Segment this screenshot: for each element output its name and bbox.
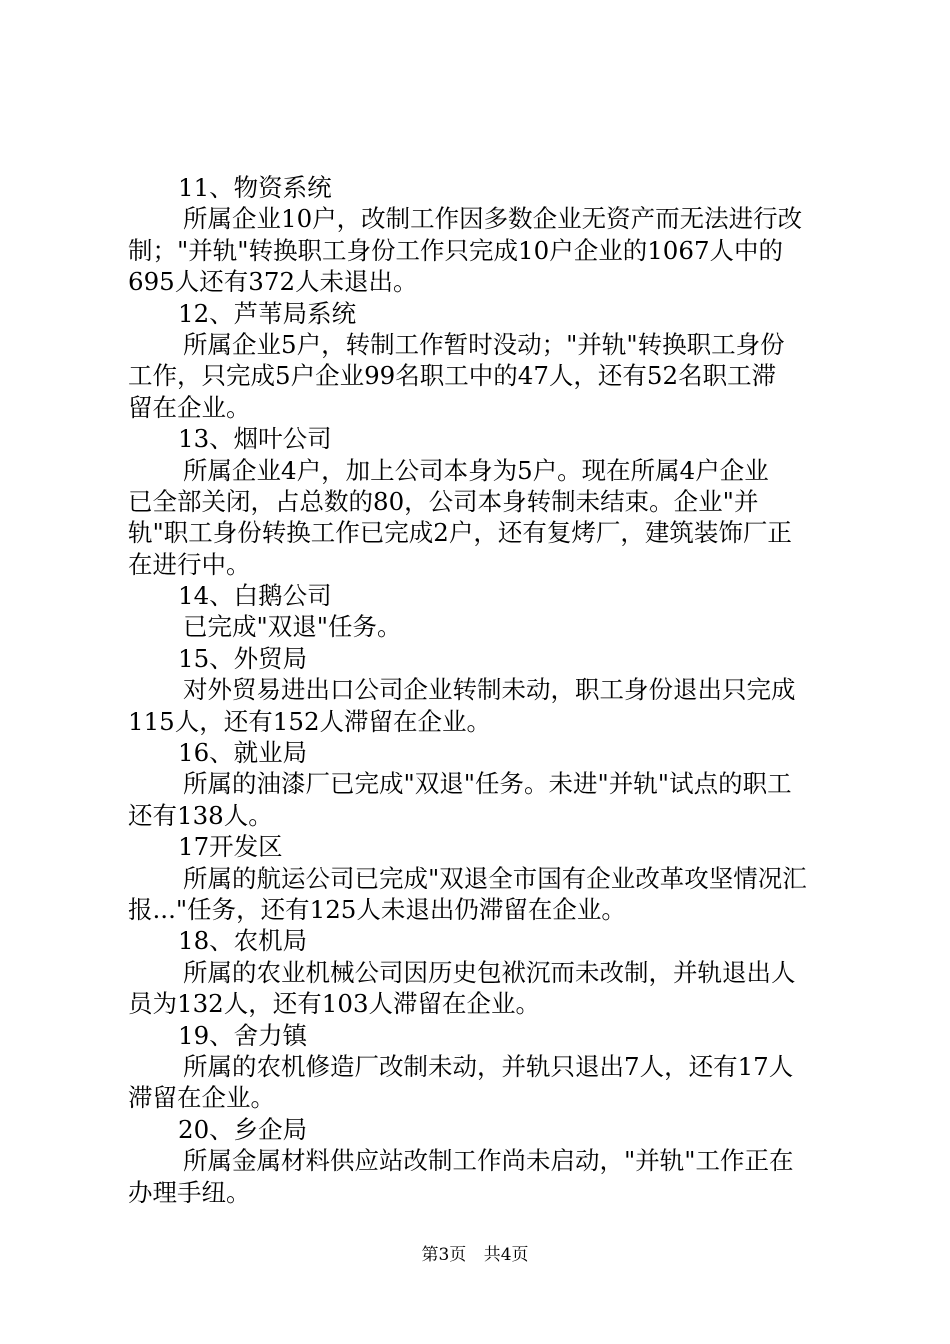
paragraph-line: 已全部关闭，占总数的80，公司本身转制未结束。企业"并 xyxy=(128,486,759,516)
section-heading: 18、农机局 xyxy=(178,926,308,956)
paragraph-line: 办理手纽。 xyxy=(128,1177,251,1207)
section-heading: 13、烟叶公司 xyxy=(178,424,332,454)
paragraph-line: 对外贸易进出口公司企业转制未动，职工身份退出只完成 xyxy=(183,675,796,705)
section-heading: 16、就业局 xyxy=(178,738,308,768)
page-total: 共4页 xyxy=(483,1245,529,1265)
paragraph-line: 工作，只完成5户企业99名职工中的47人，还有52名职工滞 xyxy=(128,361,777,391)
paragraph-line: 员为132人，还有103人滞留在企业。 xyxy=(128,989,541,1019)
paragraph-line: 留在企业。 xyxy=(128,392,251,422)
page-footer xyxy=(0,1244,950,1266)
paragraph-line: 所属企业5户，转制工作暂时没动；"并轨"转换职工身份 xyxy=(183,329,785,359)
section-heading: 15、外贸局 xyxy=(178,643,308,673)
document-body xyxy=(128,172,833,1208)
section-heading: 11、物资系统 xyxy=(178,173,332,202)
paragraph-line: 所属的油漆厂已完成"双退"任务。未进"并轨"试点的职工 xyxy=(183,769,792,799)
paragraph-line: 报..."任务，还有125人未退出仍滞留在企业。 xyxy=(128,894,626,924)
paragraph-line: 轨"职工身份转换工作已完成2户，还有复烤厂，建筑装饰厂正 xyxy=(128,518,792,548)
page-number: 第3页 xyxy=(421,1245,467,1265)
paragraph-line: 所属的农机修造厂改制未动，并轨只退出7人，还有17人 xyxy=(183,1051,794,1081)
paragraph-line: 还有138人。 xyxy=(128,800,273,830)
paragraph-line: 制；"并轨"转换职工身份工作只完成10户企业的1067人中的 xyxy=(128,235,784,265)
section-heading: 17开发区 xyxy=(178,832,283,862)
paragraph-line: 滞留在企业。 xyxy=(128,1083,275,1113)
section-heading: 19、舍力镇 xyxy=(178,1020,308,1050)
section-heading: 20、乡企局 xyxy=(178,1114,308,1144)
paragraph-line: 已完成"双退"任务。 xyxy=(183,612,402,642)
paragraph-line: 所属金属材料供应站改制工作尚未启动，"并轨"工作正在 xyxy=(183,1146,794,1176)
paragraph-line: 695人还有372人未退出。 xyxy=(128,267,418,297)
paragraph-line: 所属的航运公司已完成"双退全市国有企业改革攻坚情况汇 xyxy=(183,863,807,893)
paragraph-line: 115人，还有152人滞留在企业。 xyxy=(128,706,492,736)
section-heading: 12、芦苇局系统 xyxy=(178,298,357,328)
paragraph-line: 所属的农业机械公司因历史包袱沉而未改制，并轨退出人 xyxy=(183,957,796,987)
paragraph-line: 在进行中。 xyxy=(128,549,251,579)
paragraph-line: 所属企业4户，加上公司本身为5户。现在所属4户企业 xyxy=(183,455,769,485)
section-heading: 14、白鹅公司 xyxy=(178,581,332,611)
paragraph-line: 所属企业10户，改制工作因多数企业无资产而无法进行改 xyxy=(183,204,803,234)
